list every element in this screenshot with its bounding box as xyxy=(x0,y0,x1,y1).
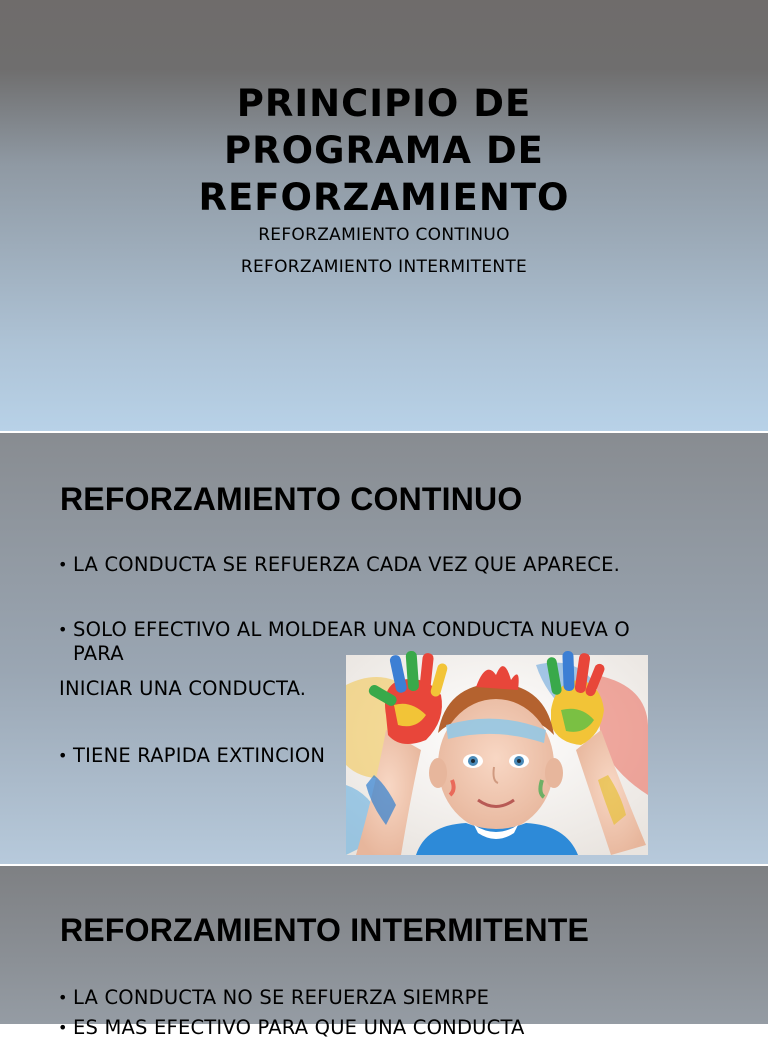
bullet-dot: • xyxy=(58,988,68,1007)
bullet-dot: • xyxy=(58,746,68,765)
bullet-item xyxy=(58,744,325,768)
bullet-dot: • xyxy=(58,555,68,574)
bullet-text: ES MAS EFECTIVO PARA QUE UNA CONDUCTA xyxy=(73,1016,525,1039)
bullet-dot: • xyxy=(58,1018,68,1037)
photo-illustration xyxy=(346,655,648,855)
subtitle-continuo: REFORZAMIENTO CONTINUO xyxy=(258,225,510,245)
slide-heading: REFORZAMIENTO CONTINUO xyxy=(60,481,523,517)
slide-heading: REFORZAMIENTO INTERMITENTE xyxy=(60,912,590,948)
bullet-item xyxy=(58,553,620,577)
title-line-2: PROGRAMA DE xyxy=(224,129,544,172)
bullet-text: LA CONDUCTA NO SE REFUERZA SIEMRPE xyxy=(73,986,490,1009)
bullet-item xyxy=(58,1016,525,1040)
title-line-1: PRINCIPIO DE xyxy=(236,82,532,125)
bullet-text-line-2: PARA xyxy=(73,642,124,665)
subtitle-intermitente: REFORZAMIENTO INTERMITENTE xyxy=(240,257,528,277)
bullet-text: LA CONDUCTA SE REFUERZA CADA VEZ QUE APARECE. xyxy=(73,553,620,576)
bullet-text: TIENE RAPIDA EXTINCION xyxy=(73,744,326,767)
bullet-item xyxy=(58,986,489,1010)
continuo-slide xyxy=(0,433,768,866)
bullet-dot: • xyxy=(58,620,68,639)
title-slide xyxy=(0,0,768,433)
continuation-text: INICIAR UNA CONDUCTA. xyxy=(59,677,307,700)
child-painted-hands-photo xyxy=(346,655,648,855)
title-line-3: REFORZAMIENTO xyxy=(198,176,570,219)
intermitente-slide xyxy=(0,866,768,1039)
slide-title xyxy=(0,80,768,221)
bullet-text-line-1: SOLO EFECTIVO AL MOLDEAR UNA CONDUCTA NUEVA O xyxy=(73,618,630,641)
